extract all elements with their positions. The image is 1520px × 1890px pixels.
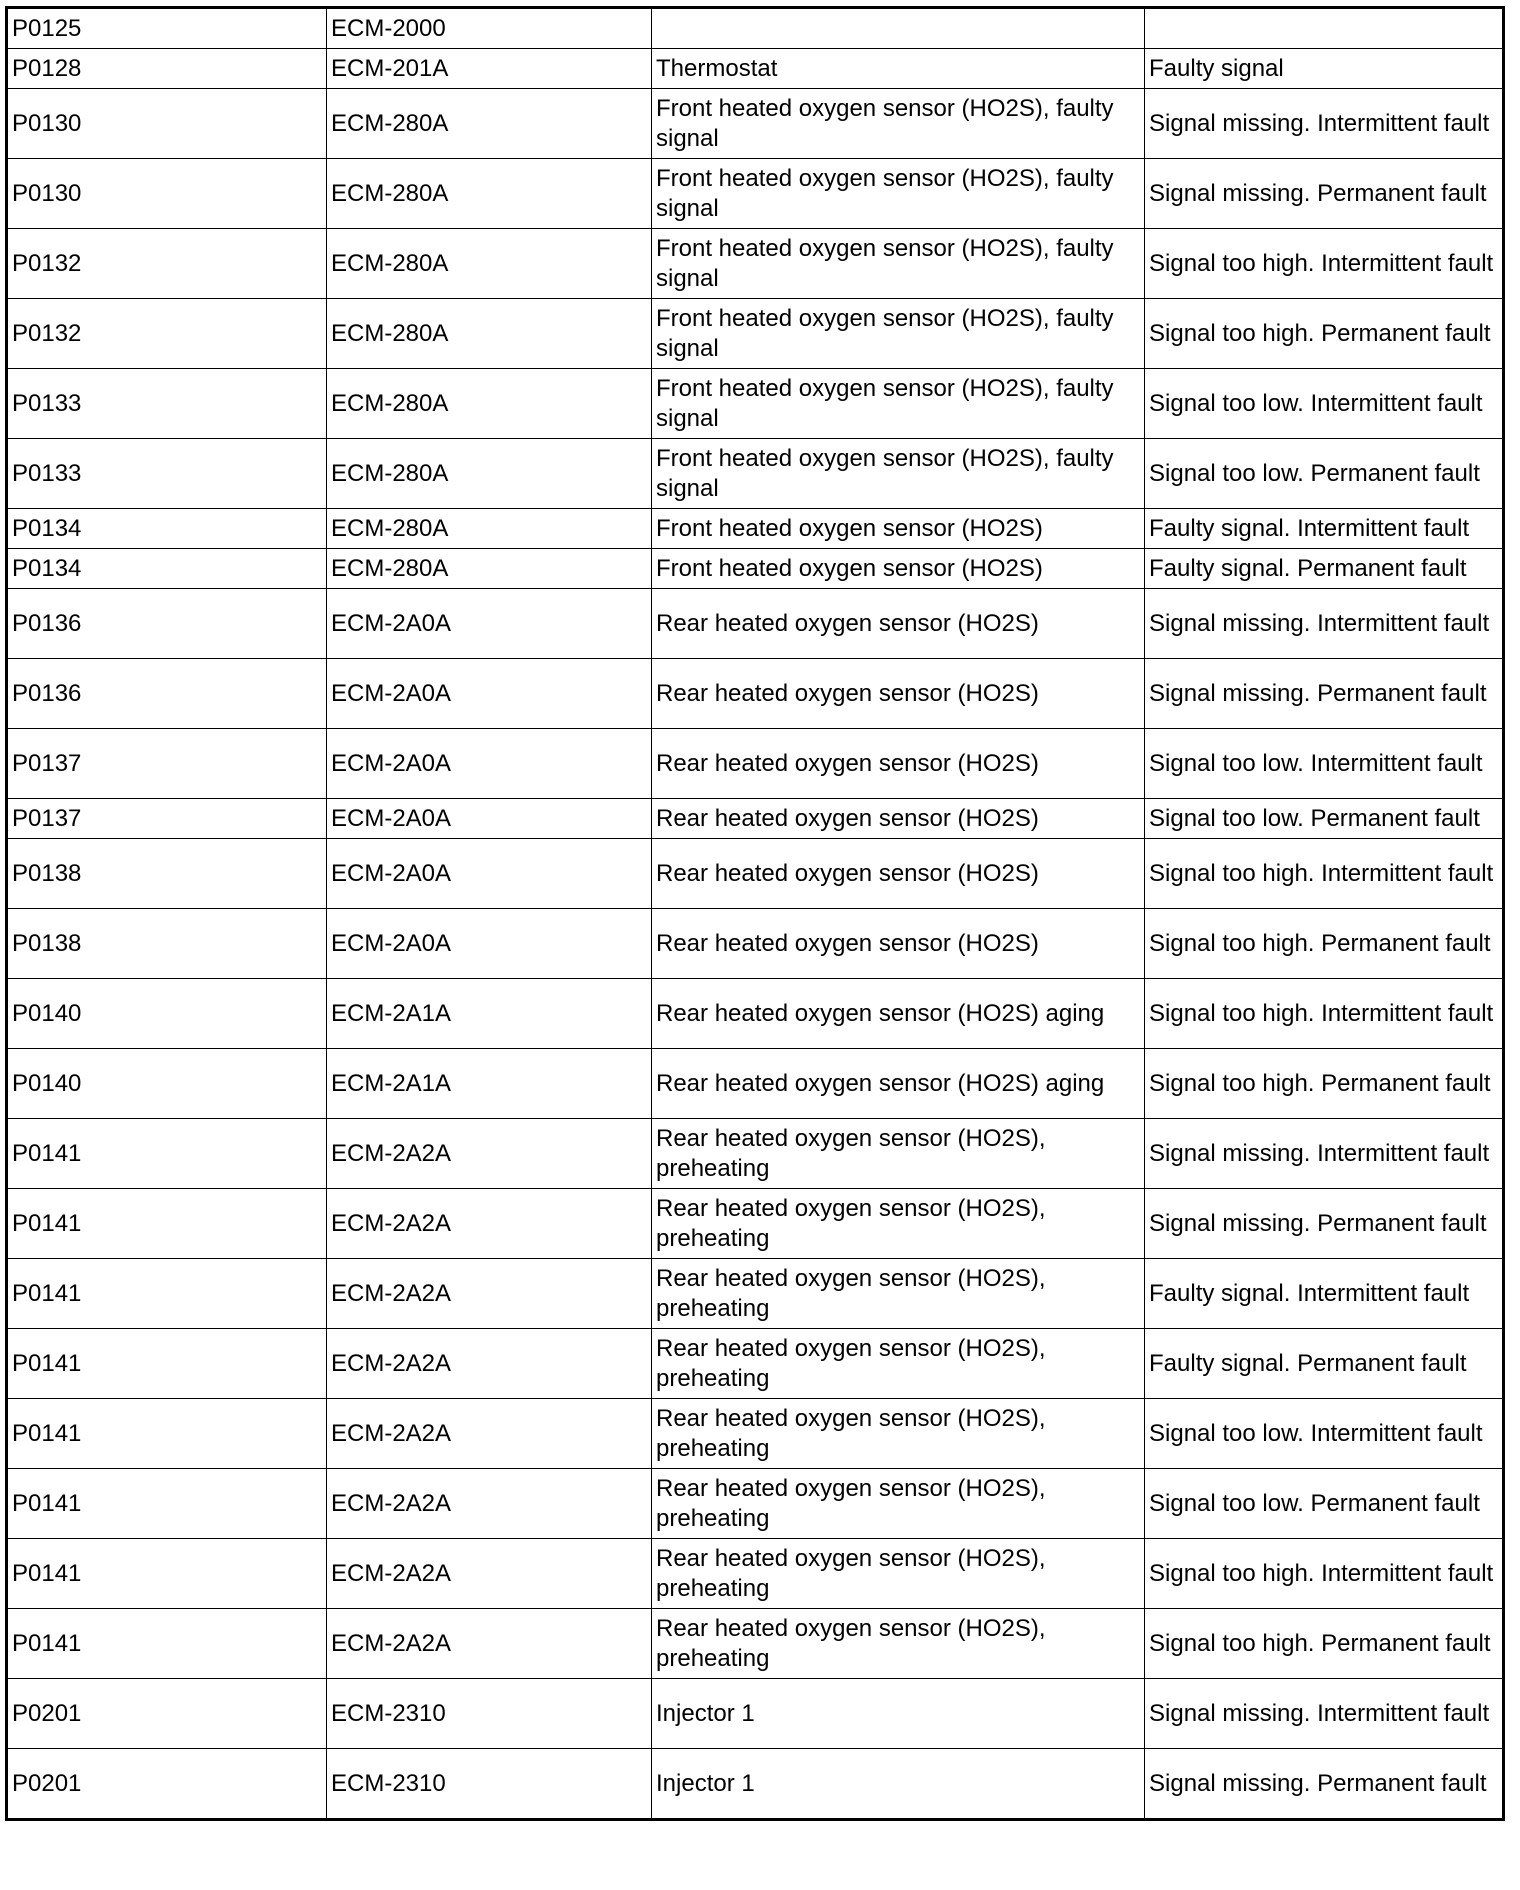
ecm-code-cell: ECM-2A2A bbox=[327, 1609, 652, 1679]
fault-description-cell: Signal missing. Permanent fault bbox=[1145, 1749, 1504, 1820]
table-row bbox=[7, 1539, 1504, 1609]
fault-description-cell: Signal too high. Permanent fault bbox=[1145, 299, 1504, 369]
ecm-code-cell: ECM-2A2A bbox=[327, 1189, 652, 1259]
fault-description-cell: Signal too high. Permanent fault bbox=[1145, 1049, 1504, 1119]
dtc-code-cell: P0130 bbox=[7, 159, 327, 229]
fault-description-cell: Signal too high. Permanent fault bbox=[1145, 909, 1504, 979]
ecm-code-cell: ECM-2A2A bbox=[327, 1539, 652, 1609]
component-cell: Rear heated oxygen sensor (HO2S) aging bbox=[652, 979, 1145, 1049]
component-cell: Rear heated oxygen sensor (HO2S), preheating bbox=[652, 1399, 1145, 1469]
ecm-code-cell: ECM-2A0A bbox=[327, 729, 652, 799]
table-row bbox=[7, 1679, 1504, 1749]
dtc-code-cell: P0141 bbox=[7, 1469, 327, 1539]
dtc-code-cell: P0132 bbox=[7, 299, 327, 369]
ecm-code-cell: ECM-280A bbox=[327, 369, 652, 439]
dtc-code-cell: P0140 bbox=[7, 979, 327, 1049]
component-cell: Rear heated oxygen sensor (HO2S), preheating bbox=[652, 1119, 1145, 1189]
component-cell: Rear heated oxygen sensor (HO2S) bbox=[652, 589, 1145, 659]
fault-description-cell: Faulty signal. Intermittent fault bbox=[1145, 1259, 1504, 1329]
fault-description-cell: Signal missing. Permanent fault bbox=[1145, 159, 1504, 229]
component-cell: Injector 1 bbox=[652, 1679, 1145, 1749]
ecm-code-cell: ECM-280A bbox=[327, 509, 652, 549]
fault-description-cell: Signal too high. Intermittent fault bbox=[1145, 1539, 1504, 1609]
table-row bbox=[7, 1399, 1504, 1469]
dtc-code-cell: P0141 bbox=[7, 1119, 327, 1189]
fault-description-cell: Signal too low. Intermittent fault bbox=[1145, 1399, 1504, 1469]
ecm-code-cell: ECM-201A bbox=[327, 49, 652, 89]
table-row bbox=[7, 839, 1504, 909]
fault-description-cell: Faulty signal. Permanent fault bbox=[1145, 1329, 1504, 1399]
dtc-code-cell: P0138 bbox=[7, 839, 327, 909]
table-row bbox=[7, 49, 1504, 89]
dtc-code-cell: P0201 bbox=[7, 1749, 327, 1820]
dtc-code-cell: P0141 bbox=[7, 1259, 327, 1329]
fault-description-cell: Signal too high. Intermittent fault bbox=[1145, 839, 1504, 909]
fault-description-cell: Signal missing. Intermittent fault bbox=[1145, 1679, 1504, 1749]
table-row bbox=[7, 89, 1504, 159]
dtc-code-cell: P0141 bbox=[7, 1189, 327, 1259]
component-cell: Front heated oxygen sensor (HO2S), faulty signal bbox=[652, 159, 1145, 229]
table-row bbox=[7, 8, 1504, 49]
component-cell: Rear heated oxygen sensor (HO2S) bbox=[652, 729, 1145, 799]
dtc-table bbox=[5, 6, 1505, 1821]
dtc-code-cell: P0125 bbox=[7, 8, 327, 49]
component-cell: Front heated oxygen sensor (HO2S) bbox=[652, 549, 1145, 589]
table-row bbox=[7, 369, 1504, 439]
component-cell: Thermostat bbox=[652, 49, 1145, 89]
fault-description-cell: Signal too low. Intermittent fault bbox=[1145, 729, 1504, 799]
fault-description-cell: Signal missing. Permanent fault bbox=[1145, 1189, 1504, 1259]
fault-description-cell: Signal too high. Permanent fault bbox=[1145, 1609, 1504, 1679]
ecm-code-cell: ECM-280A bbox=[327, 299, 652, 369]
dtc-code-cell: P0141 bbox=[7, 1399, 327, 1469]
fault-description-cell: Signal too low. Permanent fault bbox=[1145, 1469, 1504, 1539]
component-cell: Rear heated oxygen sensor (HO2S) bbox=[652, 799, 1145, 839]
ecm-code-cell: ECM-280A bbox=[327, 549, 652, 589]
table-row bbox=[7, 1119, 1504, 1189]
component-cell: Rear heated oxygen sensor (HO2S), preheating bbox=[652, 1189, 1145, 1259]
component-cell: Rear heated oxygen sensor (HO2S), preheating bbox=[652, 1329, 1145, 1399]
table-row bbox=[7, 549, 1504, 589]
table-row bbox=[7, 159, 1504, 229]
dtc-code-cell: P0134 bbox=[7, 549, 327, 589]
ecm-code-cell: ECM-2A1A bbox=[327, 1049, 652, 1119]
component-cell: Rear heated oxygen sensor (HO2S) bbox=[652, 909, 1145, 979]
component-cell: Front heated oxygen sensor (HO2S), faulty signal bbox=[652, 89, 1145, 159]
component-cell bbox=[652, 8, 1145, 49]
fault-description-cell: Signal too high. Intermittent fault bbox=[1145, 979, 1504, 1049]
fault-description-cell: Signal missing. Intermittent fault bbox=[1145, 1119, 1504, 1189]
dtc-code-cell: P0141 bbox=[7, 1609, 327, 1679]
fault-description-cell bbox=[1145, 8, 1504, 49]
ecm-code-cell: ECM-2A2A bbox=[327, 1399, 652, 1469]
dtc-code-cell: P0137 bbox=[7, 799, 327, 839]
fault-description-cell: Signal too low. Intermittent fault bbox=[1145, 369, 1504, 439]
table-row bbox=[7, 1749, 1504, 1820]
ecm-code-cell: ECM-2310 bbox=[327, 1749, 652, 1820]
table-row bbox=[7, 1259, 1504, 1329]
table-row bbox=[7, 909, 1504, 979]
table-row bbox=[7, 229, 1504, 299]
ecm-code-cell: ECM-2A0A bbox=[327, 589, 652, 659]
dtc-code-cell: P0133 bbox=[7, 369, 327, 439]
ecm-code-cell: ECM-2A0A bbox=[327, 799, 652, 839]
ecm-code-cell: ECM-280A bbox=[327, 89, 652, 159]
dtc-code-cell: P0134 bbox=[7, 509, 327, 549]
dtc-code-cell: P0137 bbox=[7, 729, 327, 799]
ecm-code-cell: ECM-2A0A bbox=[327, 909, 652, 979]
component-cell: Front heated oxygen sensor (HO2S), faulty signal bbox=[652, 369, 1145, 439]
component-cell: Rear heated oxygen sensor (HO2S) bbox=[652, 839, 1145, 909]
component-cell: Front heated oxygen sensor (HO2S), faulty signal bbox=[652, 229, 1145, 299]
ecm-code-cell: ECM-2A2A bbox=[327, 1329, 652, 1399]
dtc-code-cell: P0130 bbox=[7, 89, 327, 159]
component-cell: Front heated oxygen sensor (HO2S), faulty signal bbox=[652, 439, 1145, 509]
fault-description-cell: Faulty signal. Permanent fault bbox=[1145, 549, 1504, 589]
component-cell: Rear heated oxygen sensor (HO2S), preheating bbox=[652, 1539, 1145, 1609]
dtc-code-cell: P0140 bbox=[7, 1049, 327, 1119]
component-cell: Injector 1 bbox=[652, 1749, 1145, 1820]
dtc-code-cell: P0136 bbox=[7, 589, 327, 659]
ecm-code-cell: ECM-2A2A bbox=[327, 1259, 652, 1329]
ecm-code-cell: ECM-280A bbox=[327, 229, 652, 299]
ecm-code-cell: ECM-2A2A bbox=[327, 1469, 652, 1539]
fault-description-cell: Faulty signal. Intermittent fault bbox=[1145, 509, 1504, 549]
ecm-code-cell: ECM-2000 bbox=[327, 8, 652, 49]
component-cell: Rear heated oxygen sensor (HO2S) aging bbox=[652, 1049, 1145, 1119]
component-cell: Rear heated oxygen sensor (HO2S), preheating bbox=[652, 1609, 1145, 1679]
table-row bbox=[7, 509, 1504, 549]
table-row bbox=[7, 799, 1504, 839]
dtc-code-cell: P0138 bbox=[7, 909, 327, 979]
component-cell: Front heated oxygen sensor (HO2S), faulty signal bbox=[652, 299, 1145, 369]
table-row bbox=[7, 659, 1504, 729]
ecm-code-cell: ECM-280A bbox=[327, 159, 652, 229]
table-row bbox=[7, 1609, 1504, 1679]
table-row bbox=[7, 589, 1504, 659]
table-row bbox=[7, 1189, 1504, 1259]
ecm-code-cell: ECM-2A0A bbox=[327, 839, 652, 909]
fault-description-cell: Signal missing. Intermittent fault bbox=[1145, 589, 1504, 659]
component-cell: Rear heated oxygen sensor (HO2S) bbox=[652, 659, 1145, 729]
dtc-code-cell: P0133 bbox=[7, 439, 327, 509]
fault-description-cell: Signal too high. Intermittent fault bbox=[1145, 229, 1504, 299]
ecm-code-cell: ECM-280A bbox=[327, 439, 652, 509]
ecm-code-cell: ECM-2A2A bbox=[327, 1119, 652, 1189]
component-cell: Rear heated oxygen sensor (HO2S), preheating bbox=[652, 1469, 1145, 1539]
fault-description-cell: Signal too low. Permanent fault bbox=[1145, 439, 1504, 509]
table-row bbox=[7, 979, 1504, 1049]
dtc-code-cell: P0128 bbox=[7, 49, 327, 89]
dtc-code-cell: P0136 bbox=[7, 659, 327, 729]
ecm-code-cell: ECM-2310 bbox=[327, 1679, 652, 1749]
fault-description-cell: Signal too low. Permanent fault bbox=[1145, 799, 1504, 839]
fault-description-cell: Signal missing. Intermittent fault bbox=[1145, 89, 1504, 159]
table-row bbox=[7, 1329, 1504, 1399]
dtc-code-cell: P0141 bbox=[7, 1329, 327, 1399]
component-cell: Rear heated oxygen sensor (HO2S), preheating bbox=[652, 1259, 1145, 1329]
ecm-code-cell: ECM-2A1A bbox=[327, 979, 652, 1049]
table-row bbox=[7, 439, 1504, 509]
ecm-code-cell: ECM-2A0A bbox=[327, 659, 652, 729]
dtc-code-cell: P0132 bbox=[7, 229, 327, 299]
component-cell: Front heated oxygen sensor (HO2S) bbox=[652, 509, 1145, 549]
fault-description-cell: Signal missing. Permanent fault bbox=[1145, 659, 1504, 729]
dtc-code-cell: P0141 bbox=[7, 1539, 327, 1609]
table-row bbox=[7, 1049, 1504, 1119]
dtc-table-body bbox=[7, 8, 1504, 1820]
dtc-code-cell: P0201 bbox=[7, 1679, 327, 1749]
fault-description-cell: Faulty signal bbox=[1145, 49, 1504, 89]
table-row bbox=[7, 299, 1504, 369]
table-row bbox=[7, 1469, 1504, 1539]
table-row bbox=[7, 729, 1504, 799]
